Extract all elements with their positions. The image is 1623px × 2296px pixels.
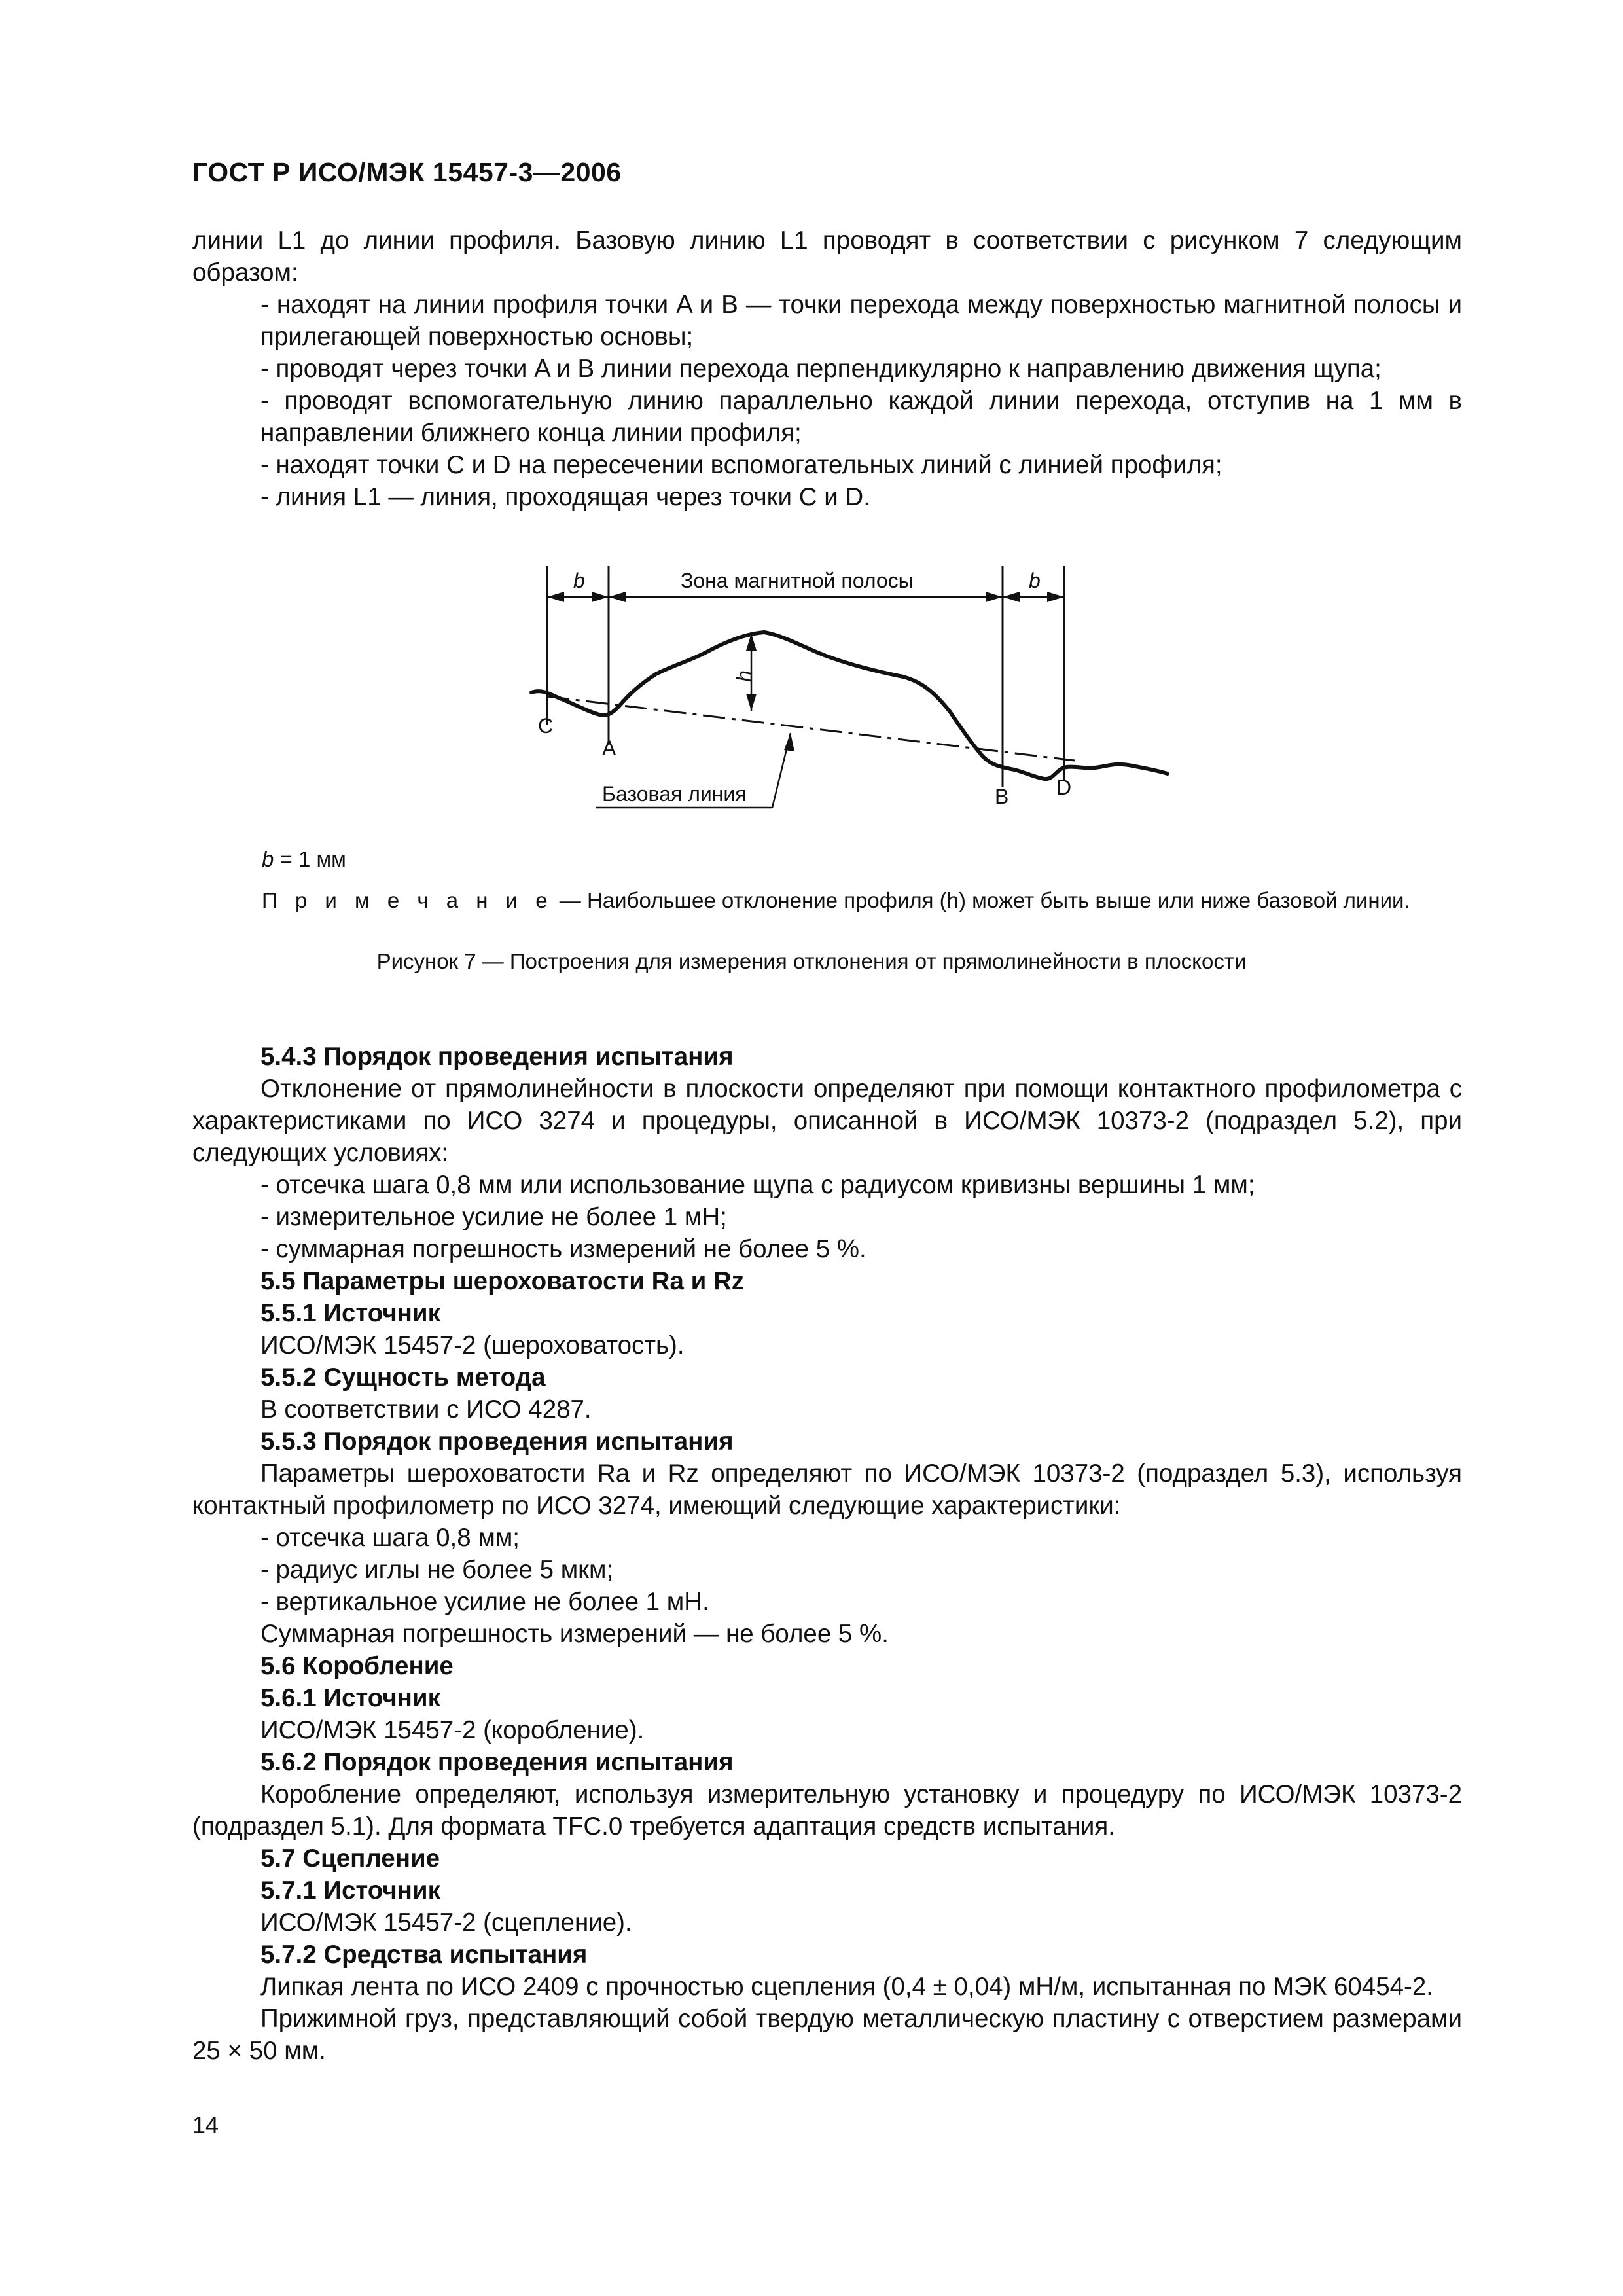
- list-item: - находят на линии профиля точки A и B — точки перехода между поверхностью магнитной полосы и прилегающей поверхностью основы;: [260, 291, 1462, 351]
- label-point-b: B: [995, 785, 1009, 808]
- paragraph: Липкая лента по ИСО 2409 с прочностью сцепления (0,4 ± 0,04) мН/м, испытанная по МЭК 60454-2.: [260, 1973, 1433, 2001]
- intro-paragraph: линии L1 до линии профиля. Базовую линию L1 проводят в соответствии с рисунком 7 следующим образом:: [192, 226, 1462, 287]
- arrow-h-bottom: [746, 694, 757, 711]
- paragraph: Прижимной груз, представляющий собой твердую металлическую пластину с отверстием размерами 25 × 50 мм.: [192, 2005, 1462, 2065]
- heading-5-7-1: 5.7.1 Источник: [260, 1876, 440, 1905]
- heading-5-4-3: 5.4.3 Порядок проведения испытания: [260, 1043, 734, 1071]
- list-item: - проводят через точки A и B линии перехода перпендикулярно к направлению движения щупа;: [260, 355, 1382, 383]
- b-variable: b: [262, 847, 274, 871]
- arrow-right-b2: [1047, 592, 1064, 602]
- list-item: - находят точки C и D на пересечении вспомогательных линий с линией профиля;: [260, 451, 1222, 479]
- paragraph: ИСО/МЭК 15457-2 (сцепление).: [260, 1909, 632, 1937]
- note-text: — Наибольшее отклонение профиля (h) может быть выше или ниже базовой линии.: [553, 888, 1410, 912]
- page-header: ГОСТ Р ИСО/МЭК 15457-3—2006: [192, 157, 622, 187]
- list-item: - проводят вспомогательную линию параллельно каждой линии перехода, отступив на 1 мм в направлении ближнего конца линии профиля;: [260, 387, 1462, 447]
- figure-caption: Рисунок 7 — Построения для измерения отклонения от прямолинейности в плоскости: [376, 949, 1247, 973]
- sections: [192, 1041, 1462, 2067]
- list-item: - вертикальное усилие не более 1 мН.: [260, 1588, 709, 1616]
- heading-5-7-2: 5.7.2 Средства испытания: [260, 1941, 588, 1969]
- heading-5-7: 5.7 Сцепление: [260, 1844, 440, 1873]
- arrow-left-b2: [592, 592, 609, 602]
- paragraph: Параметры шероховатости Ra и Rz определяют по ИСО/МЭК 10373-2 (подраздел 5.3), используя контактный профилометр по ИСО 3274, имеющий следующие характеристики:: [192, 1460, 1462, 1520]
- list-item: - отсечка шага 0,8 мм или использование щупа с радиусом кривизны вершины 1 мм;: [260, 1171, 1255, 1199]
- heading-5-5-3: 5.5.3 Порядок проведения испытания: [260, 1427, 734, 1456]
- heading-5-6-1: 5.6.1 Источник: [260, 1684, 440, 1712]
- list-item: - радиус иглы не более 5 мкм;: [260, 1556, 614, 1584]
- baseline-line: [547, 696, 1075, 761]
- page-number: 14: [192, 2111, 219, 2138]
- heading-5-5-1: 5.5.1 Источник: [260, 1299, 440, 1327]
- list-item: - линия L1 — линия, проходящая через точки C и D.: [260, 483, 870, 511]
- arrow-left-b: [547, 592, 564, 602]
- paragraph: Коробление определяют, используя измерительную установку и процедуру по ИСО/МЭК 10373-2 (подраздел 5.1). Для формата TFC.0 требуется адаптация средств испытания.: [192, 1780, 1462, 1840]
- b-definition-text: = 1 мм: [274, 847, 346, 871]
- heading-5-5: 5.5 Параметры шероховатости Ra и Rz: [260, 1267, 745, 1295]
- intro-section: [192, 224, 1462, 513]
- list-item: - отсечка шага 0,8 мм;: [260, 1524, 520, 1552]
- label-point-d: D: [1056, 776, 1072, 799]
- heading-5-5-2: 5.5.2 Сущность метода: [260, 1363, 546, 1391]
- arrow-right-b: [1003, 592, 1020, 602]
- paragraph: ИСО/МЭК 15457-2 (коробление).: [260, 1716, 645, 1744]
- list-item: - измерительное усилие не более 1 мН;: [260, 1203, 727, 1231]
- list-item: - суммарная погрешность измерений не более 5 %.: [260, 1235, 866, 1263]
- label-zone: Зона магнитной полосы: [681, 569, 914, 592]
- paragraph: Отклонение от прямолинейности в плоскости определяют при помощи контактного профилометра с характеристиками по ИСО 3274 и процедуры, описанной в ИСО/МЭК 10373-2 (подраздел 5.2), при следующих условиях:: [192, 1075, 1462, 1167]
- b-definition: [262, 847, 346, 872]
- note-label: П р и м е ч а н и е: [262, 888, 554, 912]
- figure-note: [262, 888, 1410, 913]
- paragraph: ИСО/МЭК 15457-2 (шероховатость).: [260, 1331, 685, 1359]
- label-b-left: b: [573, 569, 585, 592]
- arrow-zone-right: [986, 592, 1003, 602]
- heading-5-6-2: 5.6.2 Порядок проведения испытания: [260, 1748, 734, 1776]
- paragraph: В соответствии с ИСО 4287.: [260, 1395, 592, 1424]
- label-point-c: C: [538, 714, 554, 738]
- arrow-zone-left: [609, 592, 626, 602]
- label-b-right: b: [1029, 569, 1041, 592]
- paragraph: Суммарная погрешность измерений — не более 5 %.: [260, 1620, 889, 1648]
- heading-5-6: 5.6 Коробление: [260, 1652, 454, 1680]
- label-point-a: A: [602, 736, 616, 760]
- label-h: h: [732, 670, 756, 682]
- label-baseline: Базовая линия: [602, 782, 747, 806]
- figure-7-diagram: [0, 537, 1623, 877]
